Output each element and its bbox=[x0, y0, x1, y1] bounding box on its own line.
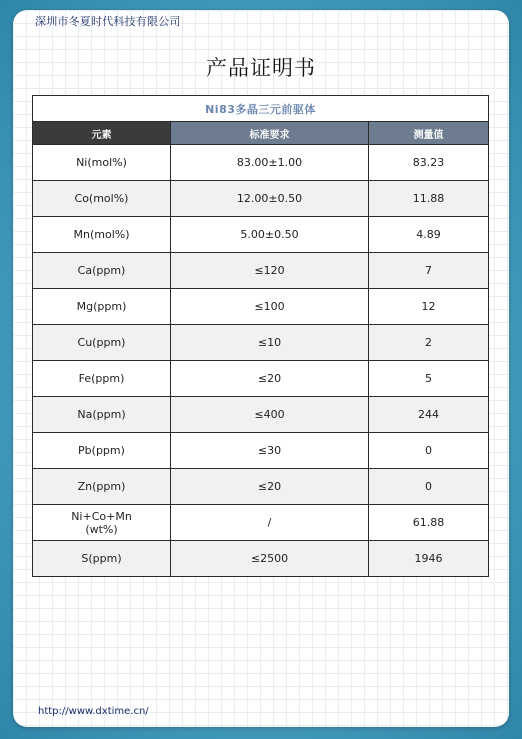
table-caption: Ni83多晶三元前驱体 bbox=[33, 96, 489, 122]
table-caption-row bbox=[33, 96, 489, 122]
website-link[interactable]: http://www.dxtime.cn/ bbox=[38, 706, 149, 717]
column-header-element: 元素 bbox=[33, 122, 171, 145]
spec-table bbox=[32, 95, 489, 577]
table-row bbox=[33, 469, 489, 505]
cell-measured bbox=[369, 145, 489, 181]
cell-element bbox=[33, 253, 171, 289]
cell-element bbox=[33, 181, 171, 217]
cell-standard bbox=[171, 433, 369, 469]
cell-measured bbox=[369, 397, 489, 433]
cell-measured-text: 0 bbox=[425, 480, 432, 493]
cell-measured bbox=[369, 181, 489, 217]
table-row bbox=[33, 181, 489, 217]
cell-standard bbox=[171, 325, 369, 361]
cell-element-text: Mn(mol%) bbox=[73, 228, 130, 241]
cell-measured-text: 61.88 bbox=[412, 516, 445, 529]
cell-standard-text: ≤400 bbox=[254, 408, 285, 421]
spec-table-container bbox=[32, 95, 489, 577]
cell-element-text: Ni(mol%) bbox=[76, 156, 127, 169]
cell-element-text: Ca(ppm) bbox=[77, 264, 126, 277]
table-row bbox=[33, 253, 489, 289]
cell-standard-text: 83.00±1.00 bbox=[236, 156, 303, 169]
cell-measured-text: 12 bbox=[421, 300, 436, 313]
cell-element bbox=[33, 433, 171, 469]
cell-measured-text: 2 bbox=[425, 336, 432, 349]
cell-measured bbox=[369, 469, 489, 505]
cell-standard-text: / bbox=[267, 516, 272, 529]
page-title: 产品证明书 bbox=[206, 56, 316, 80]
cell-element bbox=[33, 289, 171, 325]
cell-element bbox=[33, 325, 171, 361]
company-name: 深圳市冬夏时代科技有限公司 bbox=[35, 15, 181, 28]
table-row bbox=[33, 361, 489, 397]
cell-measured bbox=[369, 217, 489, 253]
cell-standard-text: ≤10 bbox=[257, 336, 282, 349]
cell-standard-text: 12.00±0.50 bbox=[236, 192, 303, 205]
cell-standard bbox=[171, 541, 369, 577]
table-row bbox=[33, 397, 489, 433]
cell-measured-text: 11.88 bbox=[412, 192, 445, 205]
cell-measured-text: 0 bbox=[425, 444, 432, 457]
cell-standard-text: 5.00±0.50 bbox=[240, 228, 299, 241]
cell-element bbox=[33, 145, 171, 181]
cell-standard bbox=[171, 145, 369, 181]
cell-element-text: Cu(ppm) bbox=[77, 336, 126, 349]
table-row bbox=[33, 541, 489, 577]
cell-measured-text: 4.89 bbox=[416, 228, 441, 241]
cell-element-text: Na(ppm) bbox=[77, 408, 126, 421]
cell-standard bbox=[171, 397, 369, 433]
cell-measured-text: 83.23 bbox=[412, 156, 445, 169]
cell-standard bbox=[171, 469, 369, 505]
cell-measured-text: 7 bbox=[425, 264, 432, 277]
cell-element-text: Co(mol%) bbox=[74, 192, 129, 205]
cell-element bbox=[33, 541, 171, 577]
certificate-sheet bbox=[13, 10, 509, 727]
cell-element-text: Mg(ppm) bbox=[76, 300, 127, 313]
cell-standard bbox=[171, 289, 369, 325]
table-row bbox=[33, 145, 489, 181]
cell-standard bbox=[171, 217, 369, 253]
cell-measured bbox=[369, 289, 489, 325]
cell-element-text: Pb(ppm) bbox=[78, 444, 125, 457]
cell-standard-text: ≤120 bbox=[254, 264, 285, 277]
cell-element-text: Fe(ppm) bbox=[78, 372, 125, 385]
cell-element bbox=[33, 397, 171, 433]
table-row bbox=[33, 289, 489, 325]
cell-element bbox=[33, 469, 171, 505]
table-header-row bbox=[33, 122, 489, 145]
cell-standard bbox=[171, 181, 369, 217]
cell-measured bbox=[369, 253, 489, 289]
cell-measured bbox=[369, 541, 489, 577]
cell-measured bbox=[369, 433, 489, 469]
cell-element-text: S(ppm) bbox=[81, 552, 122, 565]
table-row bbox=[33, 217, 489, 253]
table-row bbox=[33, 325, 489, 361]
cell-element bbox=[33, 361, 171, 397]
cell-measured-text: 244 bbox=[418, 408, 439, 421]
cell-element bbox=[33, 217, 171, 253]
cell-measured bbox=[369, 505, 489, 541]
cell-element-text: Ni+Co+Mn (wt%) bbox=[71, 509, 132, 536]
cell-measured bbox=[369, 325, 489, 361]
column-header-measured: 测量值 bbox=[369, 122, 489, 145]
column-header-standard: 标准要求 bbox=[171, 122, 369, 145]
cell-measured bbox=[369, 361, 489, 397]
cell-standard bbox=[171, 505, 369, 541]
cell-standard-text: ≤20 bbox=[257, 372, 282, 385]
cell-standard-text: ≤20 bbox=[257, 480, 282, 493]
cell-standard-text: ≤2500 bbox=[250, 552, 289, 565]
cell-measured-text: 5 bbox=[425, 372, 432, 385]
table-row bbox=[33, 505, 489, 541]
cell-standard bbox=[171, 361, 369, 397]
cell-element-text: Zn(ppm) bbox=[77, 480, 126, 493]
table-row bbox=[33, 433, 489, 469]
cell-standard-text: ≤30 bbox=[257, 444, 282, 457]
cell-element bbox=[33, 505, 171, 541]
cell-standard bbox=[171, 253, 369, 289]
cell-measured-text: 1946 bbox=[414, 552, 443, 565]
cell-standard-text: ≤100 bbox=[254, 300, 285, 313]
